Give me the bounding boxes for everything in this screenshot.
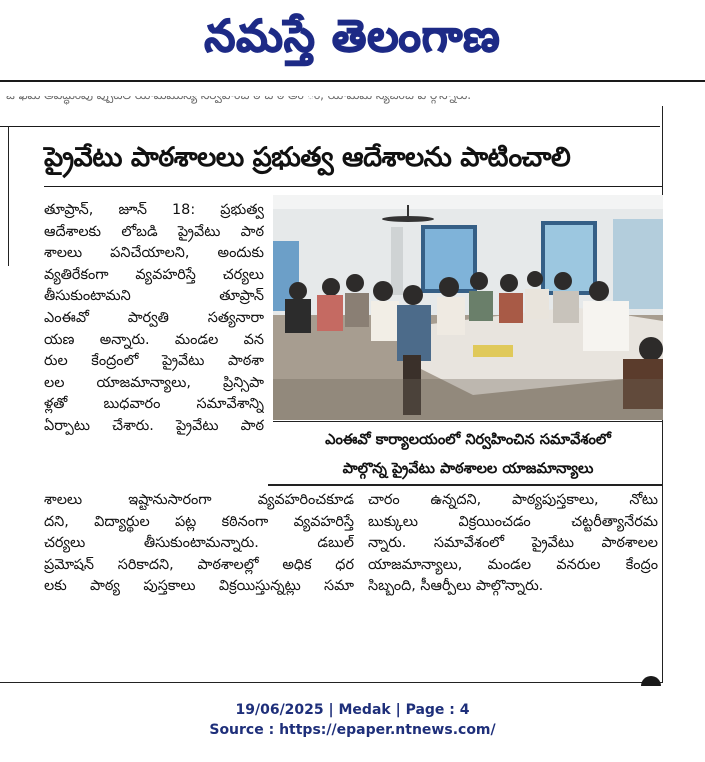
masthead: [0, 0, 705, 78]
article-headline: ప్రైవేటు పాఠశాలలు ప్రభుత్వ ఆదేశాలను పాటించాలి: [44, 142, 571, 173]
photo-bottom-rule: [273, 421, 663, 422]
text-line: ఏర్పాటు చేశారు. ప్రైవేటు పాఠ: [44, 417, 264, 434]
text-line: ఆదేశాలకు లోబడి ప్రైవేటు పాఠ: [44, 223, 264, 240]
text-line: బుక్కులు విక్రయించడం చట్టరీత్యానేరమ: [368, 513, 658, 530]
article-bottom-right-column: [368, 490, 658, 598]
article-left-column: [44, 200, 264, 438]
masthead-rule: [0, 80, 705, 82]
previous-article-fragment: [6, 88, 666, 106]
text-line: శాలలు పనిచేయాలని, అందుకు: [44, 245, 264, 262]
text-line: ఎంఈవో పార్వతి సత్యనారా: [44, 309, 264, 326]
text-line: వ్యతిరేకంగా వ్యవహరిస్తే చర్యలు: [44, 266, 264, 283]
text-line: చారం ఉన్నదని, పాఠ్యపుస్తకాలు, నోటు: [368, 492, 658, 508]
text-line: లల యాజమాన్యాలు, ప్రిన్సిపా: [44, 374, 264, 391]
photo-caption: [273, 424, 663, 484]
caption-line: పాల్గొన్న ప్రైవేటు పాఠశాలల యాజమాన్యాలు: [342, 460, 594, 477]
article-bottom-left-column: [44, 490, 354, 598]
meeting-photo: [273, 195, 663, 420]
text-line: శాలలు ఇష్టానుసారంగా వ్యవహరించకూడ: [44, 492, 354, 508]
text-line: యణ అన్నారు. మండల వన: [44, 331, 264, 348]
text-line: సిబ్బంది, సీఆర్పీలు పాల్గొన్నారు.: [368, 578, 544, 595]
text-line: రుల కేంద్రంలో ప్రైవేటు పాఠశా: [44, 353, 264, 370]
source-link[interactable]: Source : https://epaper.ntnews.com/: [209, 722, 496, 738]
text-line: లకు పాఠ్య పుస్తకాలు విక్రయిస్తున్నట్లు సమా: [44, 578, 354, 595]
next-article-marker: [641, 676, 661, 696]
text-line: ప్రమోషన్ సరికాదని, పాఠశాలల్లో అధిక ధర: [44, 556, 354, 573]
section-rule: [0, 126, 660, 127]
newspaper-logo: నమస్తే తెలంగాణ: [204, 11, 501, 62]
text-line: చర్యలు తీసుకుంటామన్నారు. డబుల్: [44, 535, 354, 552]
text-line: యాజమాన్యాలు, మండల వనరుల కేంద్రం: [368, 556, 658, 573]
headline-rule: [44, 186, 662, 187]
text-line: తీసుకుంటామని తూప్రాన్: [44, 288, 264, 305]
caption-line: ఎంఈవో కార్యాలయంలో నిర్వహించిన సమావేశంలో: [325, 431, 611, 448]
text-line: తూప్రాన్, జూన్ 18: ప్రభుత్వ: [44, 202, 264, 218]
page-footer: [0, 700, 705, 740]
text-line: దని, విద్యార్థుల పట్ల కఠినంగా వ్యవహరిస్తే: [44, 513, 354, 530]
article-bottom-rule: [0, 682, 663, 683]
caption-rule: [268, 484, 663, 486]
text-line: న్నారు. సమావేశంలో ప్రైవేటు పాఠశాలల: [368, 535, 658, 552]
edition-info: 19/06/2025 | Medak | Page : 4: [235, 702, 470, 718]
article-frame-left: [8, 126, 9, 266]
text-line: ళ్లతో బుధవారం సమావేశాన్ని: [44, 396, 264, 413]
